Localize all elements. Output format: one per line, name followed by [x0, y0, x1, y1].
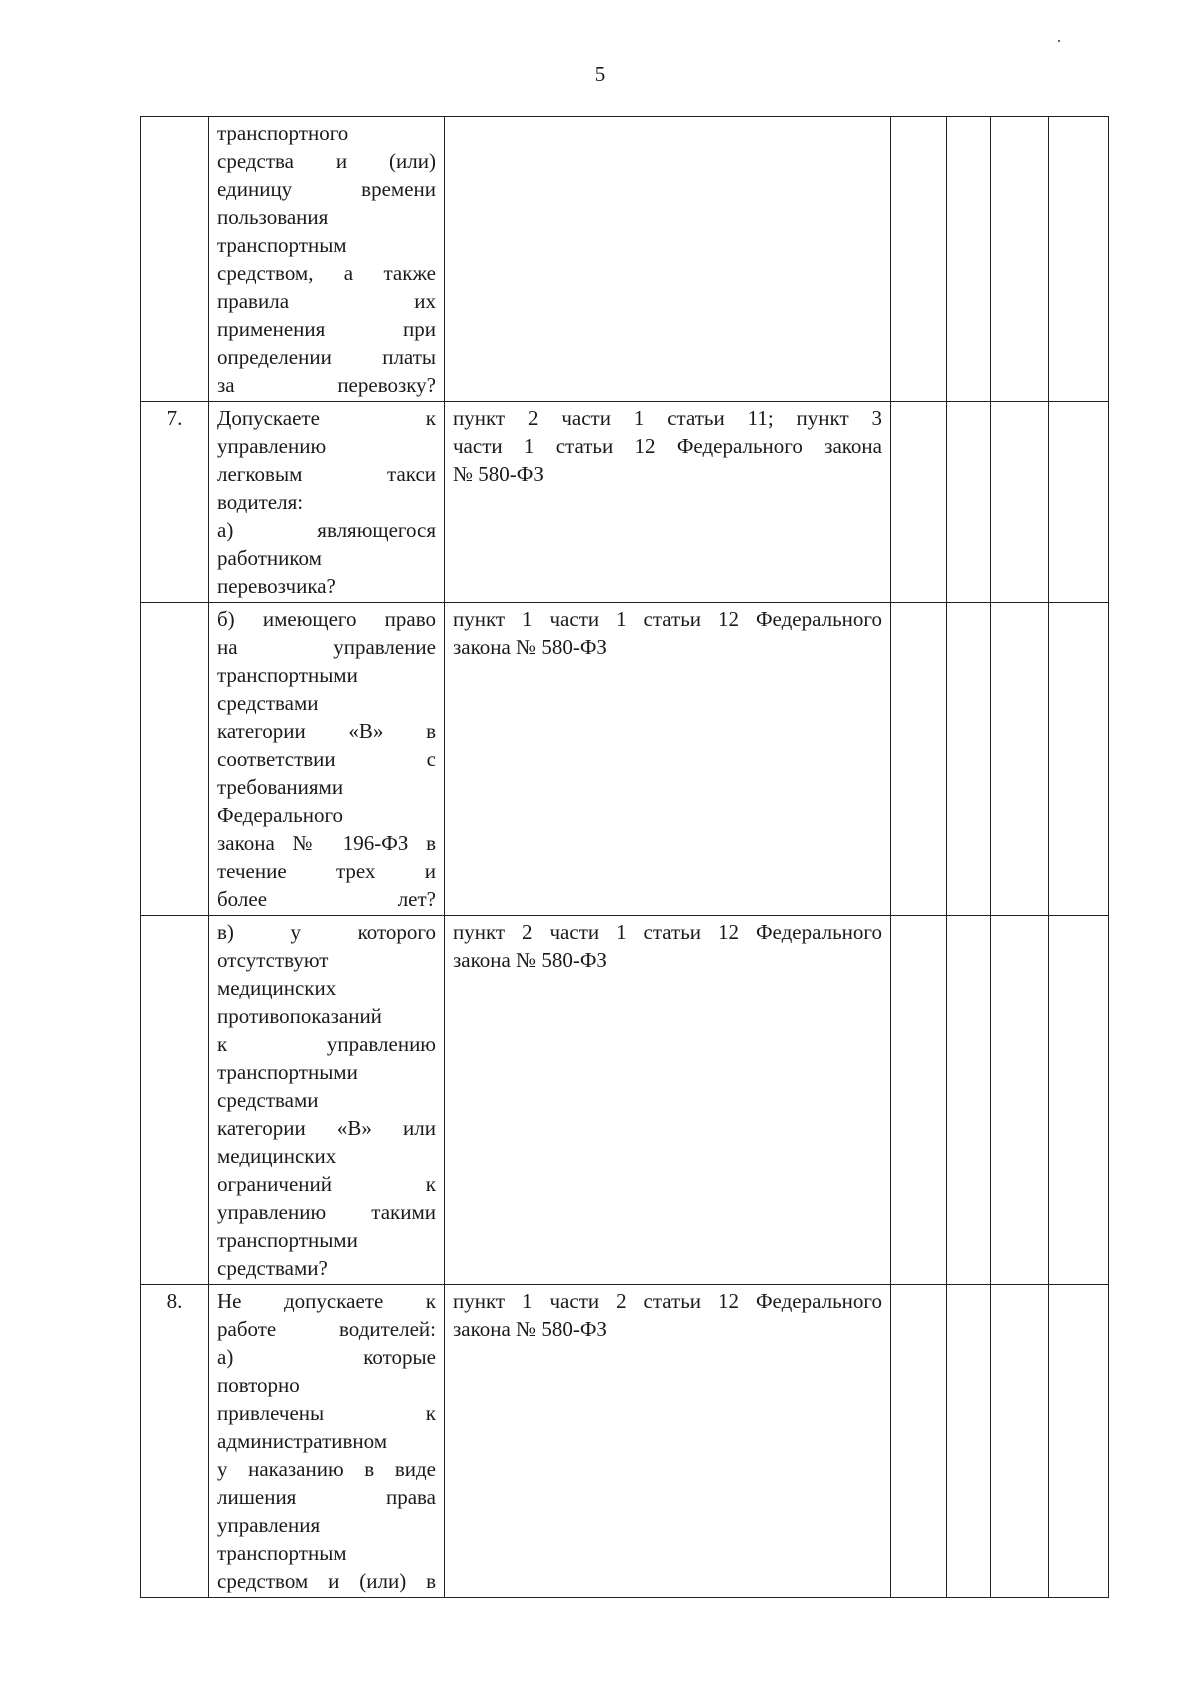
question-line: средствами: [217, 691, 319, 715]
question-line: на управление: [217, 635, 436, 659]
answer-cell: [1049, 603, 1109, 916]
question-line: категории «В» в: [217, 719, 436, 743]
question-line: перевозчика?: [217, 574, 336, 598]
question-line: единицу времени: [217, 177, 436, 201]
answer-cell: [891, 117, 947, 402]
question-line: Федерального: [217, 803, 344, 827]
question-line: средствами: [217, 1088, 319, 1112]
question-line: б) имеющего право: [217, 607, 436, 631]
answer-cell: [947, 402, 991, 603]
question-line: соответствии с: [217, 747, 436, 771]
answer-cell: [991, 402, 1049, 603]
page-number: 5: [594, 62, 606, 86]
question-line: к управлению: [217, 1032, 436, 1056]
question-line: медицинских: [217, 976, 337, 1000]
question-line: у наказанию в виде: [217, 1457, 436, 1481]
item-number: [141, 117, 209, 402]
question-line: определении платы: [217, 345, 436, 369]
answer-cell: [991, 916, 1049, 1285]
answer-cell: [1049, 1285, 1109, 1598]
answer-cell: [991, 603, 1049, 916]
answer-cell: [891, 916, 947, 1285]
legal-basis-line: закона № 580-ФЗ: [453, 1317, 607, 1341]
question-line: пользования: [217, 205, 329, 229]
question-line: ограничений к: [217, 1172, 436, 1196]
question-line: медицинских: [217, 1144, 337, 1168]
question-cell: [209, 916, 445, 1285]
table-row: [141, 603, 1109, 916]
question-line: транспортного: [217, 121, 349, 145]
legal-basis-line: пункт 2 части 1 статьи 11; пункт 3: [453, 406, 882, 430]
question-cell: [209, 603, 445, 916]
question-line: управлению такими: [217, 1200, 436, 1224]
legal-basis-line: пункт 1 части 1 статьи 12 Федерального: [453, 607, 882, 631]
answer-cell: [891, 402, 947, 603]
answer-cell: [947, 916, 991, 1285]
answer-cell: [891, 1285, 947, 1598]
question-line: течение трех и: [217, 859, 436, 883]
question-line: применения при: [217, 317, 436, 341]
question-line: а) являющегося: [217, 518, 436, 542]
scan-dot: [1058, 40, 1060, 42]
table-row: [141, 1285, 1109, 1598]
table-row: [141, 117, 1109, 402]
answer-cell: [947, 603, 991, 916]
question-line: транспортным: [217, 233, 347, 257]
question-line: управлению: [217, 434, 327, 458]
question-line: средством, а также: [217, 261, 436, 285]
question-line: привлечены к: [217, 1401, 436, 1425]
answer-cell: [991, 1285, 1049, 1598]
answer-cell: [1049, 402, 1109, 603]
question-line: административном: [217, 1429, 387, 1453]
question-line: противопоказаний: [217, 1004, 382, 1028]
question-line: транспортным: [217, 1541, 347, 1565]
legal-basis-cell: [445, 117, 891, 402]
item-number: 8.: [141, 1285, 209, 1598]
legal-basis-cell: [445, 1285, 891, 1598]
legal-basis-cell: [445, 916, 891, 1285]
checklist-body: [141, 117, 1109, 1598]
question-line: требованиями: [217, 775, 344, 799]
question-line: более лет?: [217, 887, 436, 911]
item-number: [141, 916, 209, 1285]
question-cell: [209, 117, 445, 402]
table-row: [141, 916, 1109, 1285]
question-line: легковым такси: [217, 462, 436, 486]
question-line: управления: [217, 1513, 321, 1537]
question-line: средством и (или) в: [217, 1569, 436, 1593]
checklist-table: [140, 116, 1109, 1598]
table-row: [141, 402, 1109, 603]
legal-basis-cell: [445, 603, 891, 916]
legal-basis-line: пункт 2 части 1 статьи 12 Федерального: [453, 920, 882, 944]
question-line: повторно: [217, 1373, 300, 1397]
question-line: категории «В» или: [217, 1116, 436, 1140]
legal-basis-line: части 1 статьи 12 Федерального закона: [453, 434, 882, 458]
question-line: закона № 196-ФЗ в: [217, 831, 436, 855]
question-line: водителя:: [217, 490, 304, 514]
answer-cell: [991, 117, 1049, 402]
answer-cell: [891, 603, 947, 916]
question-line: работе водителей:: [217, 1317, 436, 1341]
question-line: а) которые: [217, 1345, 436, 1369]
item-number: 7.: [141, 402, 209, 603]
question-line: правила их: [217, 289, 436, 313]
question-line: транспортными: [217, 663, 358, 687]
question-line: транспортными: [217, 1228, 358, 1252]
legal-basis-line: № 580-ФЗ: [453, 462, 544, 486]
answer-cell: [1049, 916, 1109, 1285]
question-cell: [209, 1285, 445, 1598]
question-line: Не допускаете к: [217, 1289, 436, 1313]
legal-basis-line: пункт 1 части 2 статьи 12 Федерального: [453, 1289, 882, 1313]
answer-cell: [1049, 117, 1109, 402]
question-cell: [209, 402, 445, 603]
answer-cell: [947, 1285, 991, 1598]
question-line: работником: [217, 546, 322, 570]
legal-basis-line: закона № 580-ФЗ: [453, 635, 607, 659]
item-number: [141, 603, 209, 916]
question-line: Допускаете к: [217, 406, 436, 430]
question-line: в) у которого: [217, 920, 436, 944]
legal-basis-cell: [445, 402, 891, 603]
question-line: за перевозку?: [217, 373, 436, 397]
answer-cell: [947, 117, 991, 402]
question-line: лишения права: [217, 1485, 436, 1509]
legal-basis-line: закона № 580-ФЗ: [453, 948, 607, 972]
question-line: средствами?: [217, 1256, 328, 1280]
question-line: транспортными: [217, 1060, 358, 1084]
question-line: отсутствуют: [217, 948, 329, 972]
question-line: средства и (или): [217, 149, 436, 173]
